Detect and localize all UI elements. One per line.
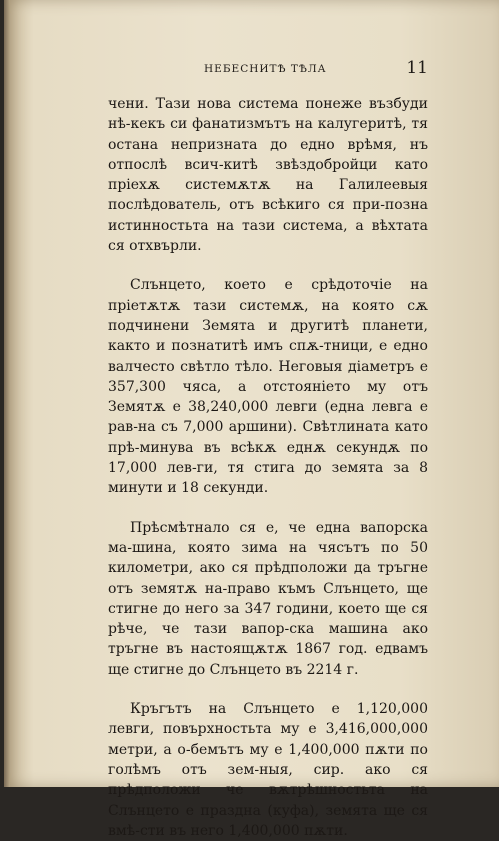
running-title: НЕБЕСНИТѢ ТѢЛА (204, 63, 327, 75)
book-page (4, 0, 499, 839)
page-number: 11 (406, 58, 428, 78)
body-text (108, 94, 428, 841)
paragraph-3: Прѣсмѣтнало ся е, че една вапорска ма-шина, която зима на чясътъ по 50 километри, ако ся прѣдположи да тръгне отъ земятѫ на-право къмъ Слънцето, ще стигне до него за 347 години, което ще ся рѣче, че тази вапор-ска машина ако тръгне въ настоящѫтѫ 1867 год. едвамъ ще стигне до Слънцето въ 2214 г. (108, 519, 428, 678)
page-header (108, 58, 428, 82)
paragraph-2: Слънцето, което е срѣдоточiе на прiетѫтѫ тази системѫ, на която сѫ подчинени Земята и другитѣ планети, както и познатитѣ имъ спѫ-тници, е едно валчесто свѣтло тѣло. Неговыя дiаметръ е 357,300 чяса, а отстоянiето му отъ Земятѫ е 38,240,000 левги (една левга е рав-на съ 7,000 аршини). Свѣтлината като прѣ-минува въ всѣкѫ еднѫ секундѫ по 17,000 лев-ги, тя стига до земята за 8 минути и 18 секунди. (108, 277, 428, 497)
paragraph-4: Кръгътъ на Слънцето е 1,120,000 левги, повърхностьта му е 3,416,000,000 метри, а о-бемътъ му е 1,400,000 пѫти по голѣмъ отъ зем-ныя, сир. ако ся прѣдположи че вѫтрѣшностьта на Слънцето е праздна (куфа), земята ще ся вмѣ-сти въ него 1,400,000 пѫти. (108, 701, 428, 839)
page-spine-shadow (4, 0, 10, 787)
paragraph-1: чени. Тази нова система понеже възбуди нѣ-кекъ си фанатизмътъ на калугеритѣ, тя остана непризната до едно врѣмя, нъ отпослѣ всич-китѣ звѣздобройци като прiехѫ системѫтѫ на Галилеевыя послѣдователь, отъ всѣкиго ся при-позна истинностьта на тази система, а вѣхтата ся отхвърли. (108, 96, 428, 255)
